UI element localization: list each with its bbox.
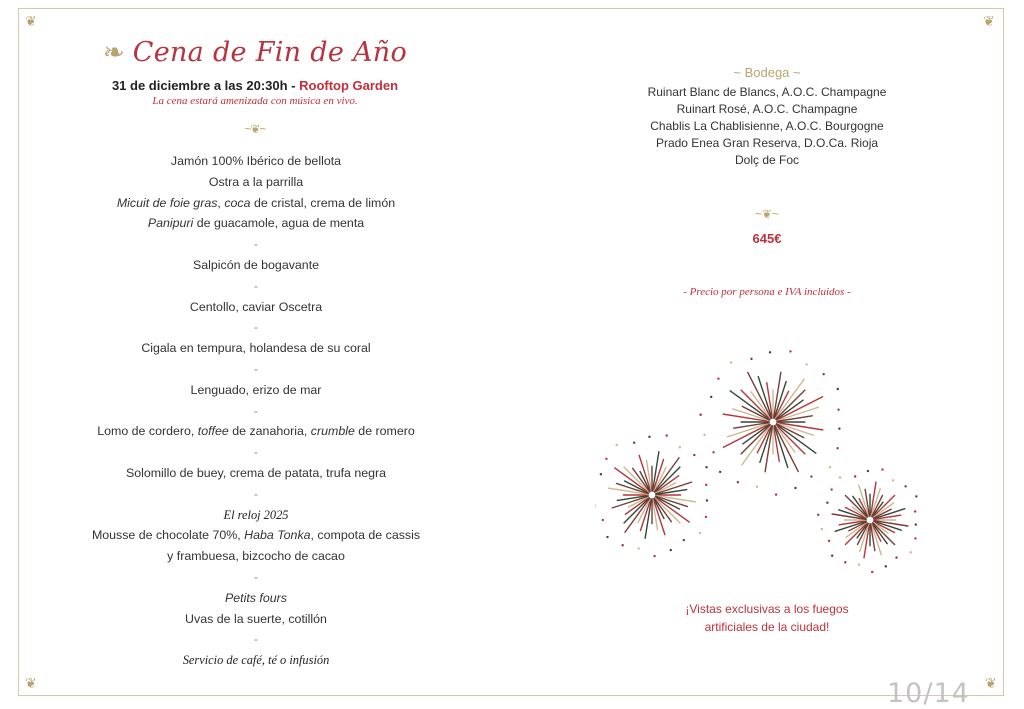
firework-spark <box>699 532 701 534</box>
menu-separator: - <box>253 320 259 335</box>
firework-spark <box>710 396 712 398</box>
firework-spark <box>737 481 739 483</box>
page-counter: 10/14 <box>887 678 970 709</box>
firework-ray <box>873 523 895 545</box>
menu-item <box>60 588 452 609</box>
firework-spark <box>705 484 707 486</box>
corner-flourish-icon: ❦ <box>985 675 997 691</box>
firework-spark <box>606 536 608 538</box>
firework-spark <box>915 523 917 525</box>
firework-ray <box>774 372 781 418</box>
firework-spark <box>683 539 685 541</box>
menu-item: Panipuri de guacamole, agua de menta <box>147 216 365 231</box>
firework-spark <box>830 488 832 490</box>
menu-item: Mousse de chocolate 70%, Haba Tonka, compota de cassis <box>91 528 421 543</box>
menu-item-part: crumble <box>310 424 355 439</box>
wine-item: Prado Enea Gran Reserva, D.O.Ca. Rioja <box>655 136 879 150</box>
menu-item: Salpicón de bogavante <box>192 257 320 272</box>
firework-ray <box>655 467 680 492</box>
firework-ray <box>741 390 770 419</box>
firework-spark <box>705 466 707 468</box>
bodega-section <box>628 62 906 298</box>
menu-item-part: Haba Tonka <box>244 528 311 543</box>
fireworks-bursts <box>595 350 918 573</box>
leaf-sprig-icon: ❧ <box>102 37 125 67</box>
menu-item: Lenguado, erizo de mar <box>190 382 322 397</box>
corner-flourish-icon: ❦ <box>25 13 37 29</box>
bodega-title: ~ Bodega ~ <box>733 65 801 80</box>
menu-item: y frambuesa, bizcocho de cacao <box>167 549 345 564</box>
firework-spark <box>826 501 828 503</box>
firework-spark <box>602 519 604 521</box>
menu-item-part: coca <box>224 195 251 210</box>
menu-item-part: Panipuri <box>147 216 194 231</box>
firework-ray <box>776 390 805 419</box>
firework-spark <box>810 475 812 477</box>
firework-ray <box>624 498 649 523</box>
price: 645€ <box>752 231 782 246</box>
menu-item: Lomo de cordero, toffee de zanahoria, crumble de romero <box>97 424 415 439</box>
wine-item: Chablis La Chablisienne, A.O.C. Bourgogne <box>650 119 884 133</box>
firework-ray <box>655 498 680 523</box>
closing-note <box>628 600 906 636</box>
firework-spark <box>892 479 894 481</box>
firework-spark <box>750 358 752 360</box>
menu-item: Ostra a la parrilla <box>208 174 304 189</box>
closing-line: artificiales de la ciudad! <box>704 620 830 634</box>
wine-item: Dolç de Foc <box>734 153 800 167</box>
wine-item: Ruinart Rosé, A.O.C. Champagne <box>676 102 858 116</box>
firework-spark <box>904 485 906 487</box>
corner-flourish-icon: ❦ <box>25 675 37 691</box>
firework-spark <box>817 514 819 516</box>
firework-spark <box>648 436 650 438</box>
firework-ray <box>723 414 769 421</box>
firework-spark <box>730 361 732 363</box>
menu-item: El reloj 2025 <box>223 507 289 522</box>
firework-spark <box>871 571 873 573</box>
menu-separator: - <box>253 445 259 460</box>
closing-line: ¡Vistas exclusivas a los fuegos <box>685 602 849 616</box>
firework-spark <box>836 447 838 449</box>
firework-spark <box>633 442 635 444</box>
firework-spark <box>699 414 701 416</box>
menu-separator: - <box>253 403 259 418</box>
vine-flourish-icon: ~❦~ <box>244 122 266 136</box>
menu-item: Micuit de foie gras, coca de cristal, crema de limón <box>116 195 396 210</box>
fireworks-illustration <box>595 345 925 580</box>
firework-spark <box>595 505 596 507</box>
title-row <box>90 30 420 74</box>
firework-spark <box>600 473 602 475</box>
corner-flourish-icon: ❦ <box>983 13 995 29</box>
firework-ray <box>873 495 895 517</box>
menu-item-part: Micuit de foie gras <box>116 195 218 210</box>
firework-spark <box>794 487 796 489</box>
firework-spark <box>837 408 839 410</box>
menu-separator: - <box>253 361 259 376</box>
firework-spark <box>719 471 721 473</box>
menu-separator: - <box>253 237 259 252</box>
firework-spark <box>838 427 840 429</box>
firework-spark <box>844 561 846 563</box>
firework-spark <box>705 516 707 518</box>
menu-item: Jamón 100% Ibérico de bellota <box>170 154 342 168</box>
firework-ray <box>845 495 867 517</box>
firework-spark <box>703 434 705 436</box>
firework-ray <box>624 467 649 492</box>
firework-ray <box>776 425 805 454</box>
page-title: Cena de Fin de Año <box>132 36 408 68</box>
wine-item: Ruinart Blanc de Blancs, A.O.C. Champagne <box>647 85 887 99</box>
header-block <box>90 30 420 143</box>
menu-separator: - <box>253 569 259 584</box>
menu-item: Servicio de café, té o infusión <box>182 653 330 668</box>
firework-spark <box>621 544 623 546</box>
menu-item: Cigala en tempura, holandesa de su coral <box>141 341 371 356</box>
firework-spark <box>605 458 607 460</box>
firework-spark <box>712 451 714 453</box>
firework-spark <box>828 540 830 542</box>
firework-spark <box>670 549 672 551</box>
firework-ray <box>741 425 770 454</box>
menu-item-part: Petits fours <box>225 590 287 605</box>
firework-ray <box>777 423 823 430</box>
menu-item: Centollo, caviar Oscetra <box>189 299 323 314</box>
firework-spark <box>914 537 916 539</box>
event-venue: Rooftop Garden <box>299 78 399 93</box>
firework-spark <box>769 351 771 353</box>
vine-flourish-icon: ~❦~ <box>754 207 780 221</box>
firework-spark <box>885 565 887 567</box>
firework-spark <box>616 444 618 446</box>
firework-spark <box>837 388 839 390</box>
firework-spark <box>915 495 917 497</box>
firework-ray <box>765 426 772 472</box>
firework-ray <box>845 523 867 545</box>
event-subtitle: La cena estará amenizada con música en vivo. <box>152 95 358 107</box>
firework-spark <box>822 373 824 375</box>
firework-spark <box>910 551 912 553</box>
firework-spark <box>821 528 823 530</box>
menu-list <box>60 151 452 671</box>
firework-spark <box>914 510 916 512</box>
menu-item: Solomillo de buey, crema de patata, trufa negra <box>125 465 387 480</box>
firework-spark <box>831 555 833 557</box>
firework-spark <box>867 470 869 472</box>
firework-spark <box>693 454 695 456</box>
firework-spark <box>881 468 883 470</box>
firework-spark <box>679 446 681 448</box>
firework-spark <box>717 377 719 379</box>
menu-item-part: toffee <box>197 424 229 439</box>
menu-separator: - <box>253 278 259 293</box>
menu-separator: - <box>253 632 259 647</box>
menu-item: Uvas de la suerte, cotillón <box>185 611 327 626</box>
event-date: 31 de diciembre a las 20:30h - <box>111 78 300 93</box>
firework-spark <box>839 476 841 478</box>
firework-spark <box>805 363 807 365</box>
firework-spark <box>895 556 897 558</box>
firework-spark <box>829 466 831 468</box>
menu-separator: - <box>253 486 259 501</box>
firework-spark <box>706 499 708 501</box>
event-date-line <box>90 78 420 93</box>
firework-spark <box>854 475 856 477</box>
firework-spark <box>775 493 777 495</box>
price-note: - Precio por persona e IVA incluidos - <box>683 286 851 298</box>
firework-spark <box>756 486 758 488</box>
firework-spark <box>666 434 668 436</box>
firework-spark <box>858 563 860 565</box>
firework-spark <box>638 547 640 549</box>
firework-spark <box>789 350 791 352</box>
firework-spark <box>653 555 655 557</box>
